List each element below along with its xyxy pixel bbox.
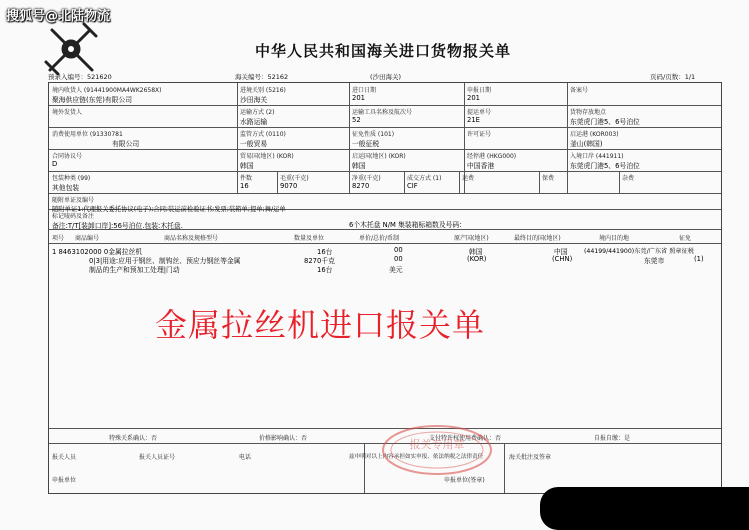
- origin-country-cell: 启运国(地区) (KOR) 韩国: [352, 153, 406, 170]
- goods-price-1: 00: [394, 246, 403, 254]
- redaction-block: [540, 487, 749, 530]
- goods-origin-code: (KOR): [467, 255, 487, 263]
- goods-line-1: 1 8463102000 0金属拉丝机: [52, 248, 143, 256]
- pieces-cell: 件数 16: [240, 175, 253, 190]
- levy-nature-cell: 征免性质 (101) 一般征税: [352, 131, 395, 148]
- net-weight-cell: 净重(千克) 8270: [352, 175, 381, 190]
- transport-mode-cell: 运输方式 (2) 水路运输: [240, 109, 275, 126]
- goods-header-origin: 原产国(地区): [454, 235, 489, 242]
- contract-cell: 合同协议号 D: [52, 153, 83, 168]
- page-count: 页码/页数：1/1: [650, 73, 696, 81]
- goods-header-levy: 征免: [679, 235, 692, 242]
- transit-port-cell: 经停港 (HKG000) 中国香港: [467, 153, 517, 170]
- customs-note: 海关批注及签章: [509, 454, 552, 461]
- declare-unit-label: 申报单位: [52, 477, 77, 484]
- goods-domestic-2: 东莞市: [644, 257, 665, 265]
- goods-line-2: 0|3|用途:应用于钢丝、制钩丝、预应力钢丝等金属: [89, 257, 241, 265]
- self-report: 自报自缴：是: [594, 435, 631, 442]
- insurance-cell: 保费: [542, 175, 555, 182]
- goods-header-dest: 最终目的国(地区): [514, 235, 561, 242]
- goods-header-qty: 数量及单位: [294, 235, 325, 242]
- special-relation: 特殊关系确认：否: [109, 435, 158, 442]
- goods-line-3: 制品的生产和预加工处理|门动: [89, 266, 180, 274]
- pre-entry-number: 预录入编号：521620: [48, 73, 112, 81]
- statement: 兹申明对以上内容承担如实申报、依法纳税之法律责任: [349, 454, 484, 460]
- record-no-cell: 备案号: [570, 87, 589, 94]
- goods-header-item-no: 项号: [52, 235, 65, 242]
- customs-office: (沙田海关): [370, 73, 402, 81]
- declarant-cert-label: 报关人员证号: [139, 454, 176, 461]
- phone-label: 电话: [239, 454, 252, 461]
- svg-text:报关专用章: 报关专用章: [409, 438, 465, 451]
- goods-header-code: 商品编号: [75, 235, 100, 242]
- attached-docs-cell: 随附单证及编号 随附单证1:代理报关委托协议(电子);合同;装运前检验证书;发票;装箱单;提单;舞/运单: [52, 197, 286, 213]
- price-impact: 价格影响确认：否: [259, 435, 308, 442]
- freight-cell: 运费: [462, 175, 475, 182]
- misc-fee-cell: 杂费: [622, 175, 635, 182]
- goods-qty-2: 8270千克: [304, 257, 335, 265]
- goods-origin: 韩国: [469, 248, 483, 256]
- marks-remarks-cell: 标记唛码及备注 备注:T/T[装卸口岸]:56号泊位.包装:木托盘.: [52, 213, 183, 230]
- import-date-cell: 进口日期 201: [352, 87, 377, 102]
- royalty-confirm: 支付特许权使用费确认：否: [429, 435, 502, 442]
- trade-country-cell: 贸易国(地区) (KOR) 韩国: [240, 153, 294, 170]
- declare-unit-sign: 申报单位(签章): [444, 477, 485, 484]
- goods-qty-3: 16台: [317, 266, 333, 274]
- document-title: 中华人民共和国海关进口货物报关单: [255, 42, 512, 60]
- customs-stamp: [378, 420, 496, 480]
- entry-customs-cell: 进境关别 (5216) 沙田海关: [240, 87, 286, 104]
- goods-header-name: 商品名称及规格型号: [164, 235, 219, 242]
- license-cell: 许可证号: [467, 131, 492, 138]
- consignor-cell: 境外发货人: [52, 109, 83, 116]
- bill-of-lading-cell: 提运单号 21E: [467, 109, 492, 124]
- vessel-cell: 运输工具名称及航次号 52: [352, 109, 413, 124]
- goods-price-2: 00: [394, 255, 403, 263]
- package-type-cell: 包装种类 (99) 其他包装: [52, 175, 91, 192]
- goods-dest-code: (CHN): [552, 255, 573, 263]
- goods-dest: 中国: [554, 248, 568, 256]
- declarant-label: 报关人员: [52, 454, 77, 461]
- red-caption: 金属拉丝机进口报关单: [155, 306, 486, 344]
- consignee-cell: 境内收货人 (91441900MA4WK2658X) 聚海供应链(东莞)有限公司: [52, 87, 162, 104]
- goods-header-domestic: 境内目的地: [599, 235, 630, 242]
- customs-emblem-icon: [40, 18, 102, 80]
- declare-date-cell: 申报日期 201: [467, 87, 492, 102]
- storage-place-cell: 货物存放地点 东莞虎门港5、6号泊位: [570, 109, 640, 126]
- goods-levy: (1): [694, 255, 704, 263]
- consumer-unit-cell: 消费使用单位 (91330781 有限公司: [52, 131, 140, 148]
- gross-weight-cell: 毛重(千克) 9070: [280, 175, 309, 190]
- deal-mode-cell: 成交方式 (1) CIF: [407, 175, 442, 190]
- goods-domestic: (44199/441900)东莞/广东省 照章征税: [584, 248, 694, 255]
- goods-header-price: 单价/总价/币制: [359, 235, 400, 242]
- goods-qty-1: 16台: [317, 248, 333, 256]
- marks-extra: 6个木托盘 N/M 集装箱标箱数及号码:: [349, 221, 462, 229]
- goods-currency: 美元: [389, 266, 403, 274]
- watermark: 搜狐号@北陆物流: [6, 9, 111, 24]
- supervision-mode-cell: 监管方式 (0110) 一般贸易: [240, 131, 286, 148]
- entry-port-cell: 入境口岸 (441911) 东莞虎门港5、6号泊位: [570, 153, 640, 170]
- customs-number: 海关编号：52162: [235, 73, 289, 81]
- departure-port-cell: 启运港 (KOR003) 釜山(韩国): [570, 131, 619, 148]
